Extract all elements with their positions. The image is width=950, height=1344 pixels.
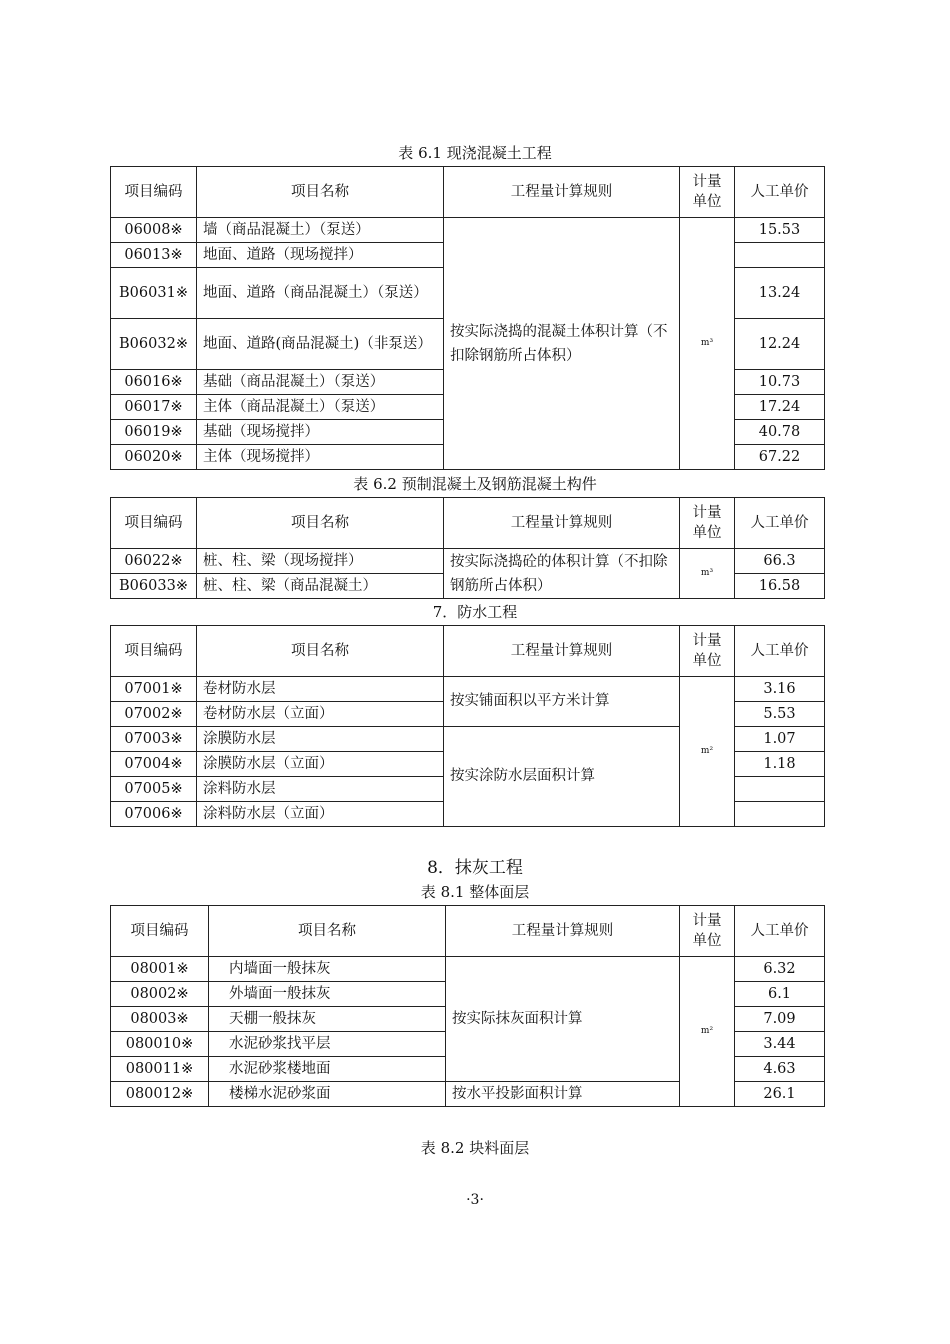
header-unit: [680, 906, 735, 957]
row-name: 天棚一般抹灰: [209, 1007, 446, 1032]
row-price: 12.24: [735, 319, 825, 370]
row-name: 楼梯水泥砂浆面: [209, 1082, 446, 1107]
row-code: 06019※: [111, 420, 197, 445]
table-header-row: [111, 498, 825, 549]
row-code: 08002※: [111, 982, 209, 1007]
header-price: 人工单价: [735, 626, 825, 677]
row-name: 地面、道路（商品混凝土）（泵送）: [197, 268, 444, 319]
header-code: 项目编码: [111, 167, 197, 218]
header-name: 项目名称: [197, 167, 444, 218]
row-code: 08001※: [111, 957, 209, 982]
header-unit-line1: 计量: [692, 633, 722, 649]
row-price: [735, 243, 825, 268]
row-code: B06032※: [111, 319, 197, 370]
table-header-row: [111, 167, 825, 218]
row-price: 4.63: [735, 1057, 825, 1082]
rule-cell: 按水平投影面积计算: [446, 1082, 680, 1107]
row-price: 6.1: [735, 982, 825, 1007]
row-name: 基础（现场搅拌）: [197, 420, 444, 445]
rule-cell: 按实涂防水层面积计算: [444, 727, 680, 827]
row-name: 基础（商品混凝土）（泵送）: [197, 370, 444, 395]
row-name: 主体（商品混凝土）（泵送）: [197, 395, 444, 420]
row-price: 10.73: [735, 370, 825, 395]
row-code: 07003※: [111, 727, 197, 752]
header-unit: [680, 626, 735, 677]
table-header-row: [111, 626, 825, 677]
unit-cell: m³: [680, 549, 735, 599]
row-name: 地面、道路(商品混凝土)（非泵送）: [197, 319, 444, 370]
header-unit-line1: 计量: [692, 913, 722, 929]
rule-cell: 按实际抹灰面积计算: [446, 957, 680, 1082]
row-code: 06020※: [111, 445, 197, 470]
header-rule: 工程量计算规则: [446, 906, 680, 957]
rule-cell: 按实铺面积以平方米计算: [444, 677, 680, 727]
row-name: 涂料防水层: [197, 777, 444, 802]
row-price: 3.44: [735, 1032, 825, 1057]
row-price: 15.53: [735, 218, 825, 243]
header-code: 项目编码: [111, 626, 197, 677]
row-name: 涂料防水层（立面）: [197, 802, 444, 827]
row-price: 66.3: [735, 549, 825, 574]
header-name: 项目名称: [209, 906, 446, 957]
header-rule: 工程量计算规则: [444, 167, 680, 218]
table-row: [111, 549, 825, 574]
table-header-row: [111, 906, 825, 957]
row-price: 13.24: [735, 268, 825, 319]
table-8-2-title: 表 8.2 块料面层: [420, 1139, 530, 1157]
row-code: B06031※: [111, 268, 197, 319]
row-price: 40.78: [735, 420, 825, 445]
rule-cell: 按实际浇捣砼的体积计算（不扣除钢筋所占体积）: [444, 549, 680, 599]
row-code: 06022※: [111, 549, 197, 574]
row-name: 涂膜防水层: [197, 727, 444, 752]
header-unit-line2: 单位: [692, 933, 722, 949]
unit-cell: m²: [680, 957, 735, 1107]
row-code: 07005※: [111, 777, 197, 802]
row-code: 06013※: [111, 243, 197, 268]
row-name: 水泥砂浆楼地面: [209, 1057, 446, 1082]
row-price: 7.09: [735, 1007, 825, 1032]
row-price: 16.58: [735, 574, 825, 599]
row-code: 08003※: [111, 1007, 209, 1032]
row-code: 06017※: [111, 395, 197, 420]
row-code: 07006※: [111, 802, 197, 827]
row-price: [735, 777, 825, 802]
row-name: 主体（现场搅拌）: [197, 445, 444, 470]
header-price: 人工单价: [735, 167, 825, 218]
row-price: 17.24: [735, 395, 825, 420]
row-code: 07001※: [111, 677, 197, 702]
page-number: ·3·: [466, 1192, 484, 1208]
table-6-1: [110, 166, 825, 470]
row-code: 080011※: [111, 1057, 209, 1082]
table-8-1: [110, 905, 825, 1107]
table-row: [111, 218, 825, 243]
row-code: 07004※: [111, 752, 197, 777]
row-name: 水泥砂浆找平层: [209, 1032, 446, 1057]
row-name: 外墙面一般抹灰: [209, 982, 446, 1007]
header-unit-line2: 单位: [692, 194, 722, 210]
row-price: 6.32: [735, 957, 825, 982]
row-name: 墙（商品混凝土）（泵送）: [197, 218, 444, 243]
header-price: 人工单价: [735, 906, 825, 957]
row-name: 内墙面一般抹灰: [209, 957, 446, 982]
row-code: 080010※: [111, 1032, 209, 1057]
table-row: [111, 677, 825, 702]
row-price: 67.22: [735, 445, 825, 470]
row-code: 07002※: [111, 702, 197, 727]
header-unit-line2: 单位: [692, 653, 722, 669]
header-unit-line2: 单位: [692, 525, 722, 541]
row-name: 涂膜防水层（立面）: [197, 752, 444, 777]
row-name: 卷材防水层（立面）: [197, 702, 444, 727]
row-code: 06016※: [111, 370, 197, 395]
unit-cell: m³: [680, 218, 735, 470]
row-code: B06033※: [111, 574, 197, 599]
header-unit: [680, 167, 735, 218]
table-6-2-title: 表 6.2 预制混凝土及钢筋混凝土构件: [353, 475, 597, 493]
table-8-1-title: 表 8.1 整体面层: [420, 883, 530, 901]
row-price: 5.53: [735, 702, 825, 727]
header-name: 项目名称: [197, 626, 444, 677]
header-unit-line1: 计量: [692, 505, 722, 521]
row-price: 1.18: [735, 752, 825, 777]
header-unit: [680, 498, 735, 549]
row-name: 卷材防水层: [197, 677, 444, 702]
table-6-1-title: 表 6.1 现浇混凝土工程: [398, 144, 552, 162]
row-name: 地面、道路（现场搅拌）: [197, 243, 444, 268]
rule-cell: 按实际浇捣的混凝土体积计算（不扣除钢筋所占体积）: [444, 218, 680, 470]
table-row: [111, 957, 825, 982]
header-rule: 工程量计算规则: [444, 626, 680, 677]
header-code: 项目编码: [111, 906, 209, 957]
row-price: 3.16: [735, 677, 825, 702]
unit-cell: m²: [680, 677, 735, 827]
header-price: 人工单价: [735, 498, 825, 549]
section-8-title: 8．抹灰工程: [427, 858, 523, 878]
header-name: 项目名称: [197, 498, 444, 549]
header-rule: 工程量计算规则: [444, 498, 680, 549]
row-price: 1.07: [735, 727, 825, 752]
row-name: 桩、柱、梁（商品混凝土）: [197, 574, 444, 599]
row-price: [735, 802, 825, 827]
header-unit-line1: 计量: [692, 174, 722, 190]
table-7: [110, 625, 825, 827]
header-code: 项目编码: [111, 498, 197, 549]
table-6-2: [110, 497, 825, 599]
row-price: 26.1: [735, 1082, 825, 1107]
row-code: 080012※: [111, 1082, 209, 1107]
table-7-title: 7．防水工程: [432, 603, 518, 621]
row-code: 06008※: [111, 218, 197, 243]
row-name: 桩、柱、梁（现场搅拌）: [197, 549, 444, 574]
